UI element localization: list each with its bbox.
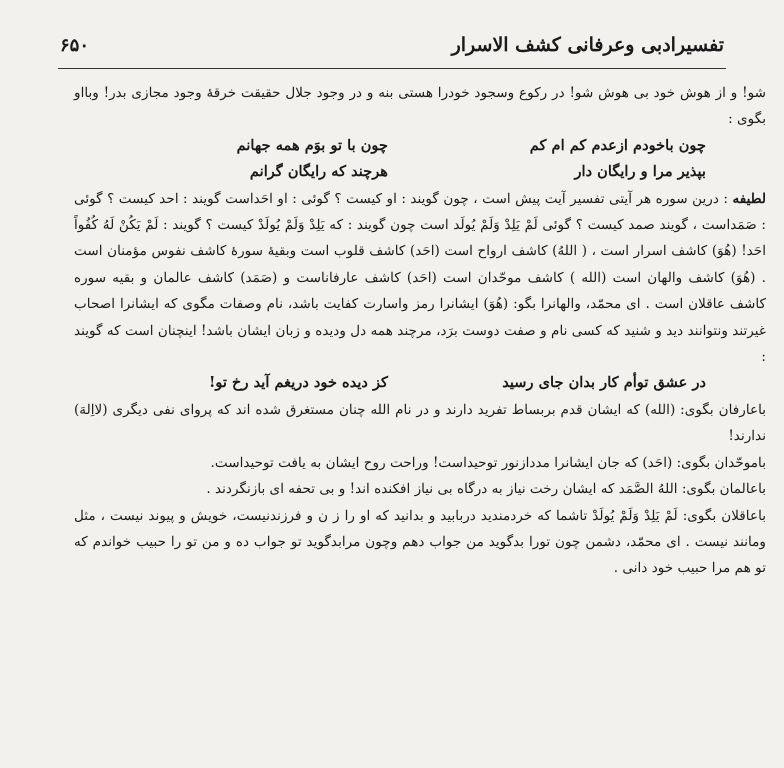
verse-2-left: کز دیده خود دریغم آید رخ تو!	[208, 374, 388, 392]
running-title: تفسیرادبی وعرفانی کشف الاسرار	[451, 34, 724, 56]
paragraph-intro: شو! و از هوش خود بی هوش شو! در رکوع وسجود خودرا هستی بنه و در وجود جلال حقیقت خرقهٔ وجود مجازی بدر! وبااو بگوی :	[74, 85, 766, 128]
page-header	[60, 28, 724, 62]
verse-2-right: در عشق توأم کار بدان جای رسید	[502, 374, 706, 392]
latifa-text: : درین سوره هر آیتی تفسیر آیت پیش است ، چون گویند : او کیست ؟ گوئی : او احَداست گویند : احد کیست ؟ گوئی : صَمَداست ، گویند صمد کیست ؟ گوئی لَمْ یَلِدْ وَلَمْ یُولَد است چون گویند : که یَلِدْ وَلَمْ یُولَدْ کیست ؟ گویند : لَمْ یَکُنْ لَهُ کُفُواً احَد! (هُوَ) کاشف اسرار است ، ( اللهُ) کاشف ارواح است (احَد) کاشف قلوب است وبقیهٔ سورهٔ کاشف نفوس مؤمنان است . (هُوَ) کاشف والهان است (الله ) کاشف موحّدان است (احَد) کاشف عارفاناست و (صَمَد) کاشف عالمان و بقیه سوره کاشف عاقلان است . ای محمّد، والهانرا بگو: (هُوَ) ایشانرا رمز واسارت کفایت باشد، نام وصفات مگوی که ایشانرا اصحاب غیرتند ونتوانند دید و شنید که کسی نام و صفت دوست برَد، مرچند همه دل ودیده و زبان ایشان باشد! اینچنان است که گویند :	[74, 190, 766, 366]
verse-1-line-1-left: چون با تو بوَم همه جهانم	[236, 136, 388, 154]
paragraph-aleman: باعالمان بگوی: اللهُ الصَّمَد که ایشان رخت نیاز به درگاه بی نیاز افکنده اند! و بی تحفه ای بازنگردند .	[206, 481, 766, 498]
verse-1-line-2-right: بپذیر مرا و رایگان دار	[574, 163, 706, 181]
verse-block-1	[74, 133, 766, 186]
verse-block-2	[74, 370, 766, 396]
latifa-label: لطیفه	[732, 190, 766, 207]
paragraph-movahhedan: باموحّدان بگوی: (احَد) که جان ایشانرا مددازنور توحیداست! وراحت روح ایشان به یافت توحیداست.	[210, 454, 766, 471]
verse-1-line-1-right: چون باخودم ازعدم کم ام کم	[529, 136, 706, 154]
paragraph-arifan: باعارفان بگوی: (الله) که ایشان قدم بربساط تفرید دارند و در نام الله چنان مستغرق شده اند که پروای نفی دیگری (لااِلهَ) ندارند!	[74, 401, 766, 445]
verse-1-line-2-left: هرچند که رایگان گرانم	[249, 163, 388, 181]
page-body	[74, 80, 766, 768]
paragraph-aqelan: باعاقلان بگوی: لَمْ یَلِدْ وَلَمْ یُولَدْ تاشما که خردمندید دربابید و بدانید که او را ز ن و فرزندنیست، خویش و پیوند نیست ، مثل ومانند نیست . ای محمّد، دشمن چون تورا بدگوید من جواب دهم وچون مرابدگوید تو جواب ده و من تو را حبیب خواندم که تو هم مرا حبیب خود دانی .	[74, 507, 766, 577]
page-number: ۶۵۰	[60, 34, 90, 56]
paragraph-latifa	[74, 186, 766, 371]
header-rule	[58, 68, 726, 69]
